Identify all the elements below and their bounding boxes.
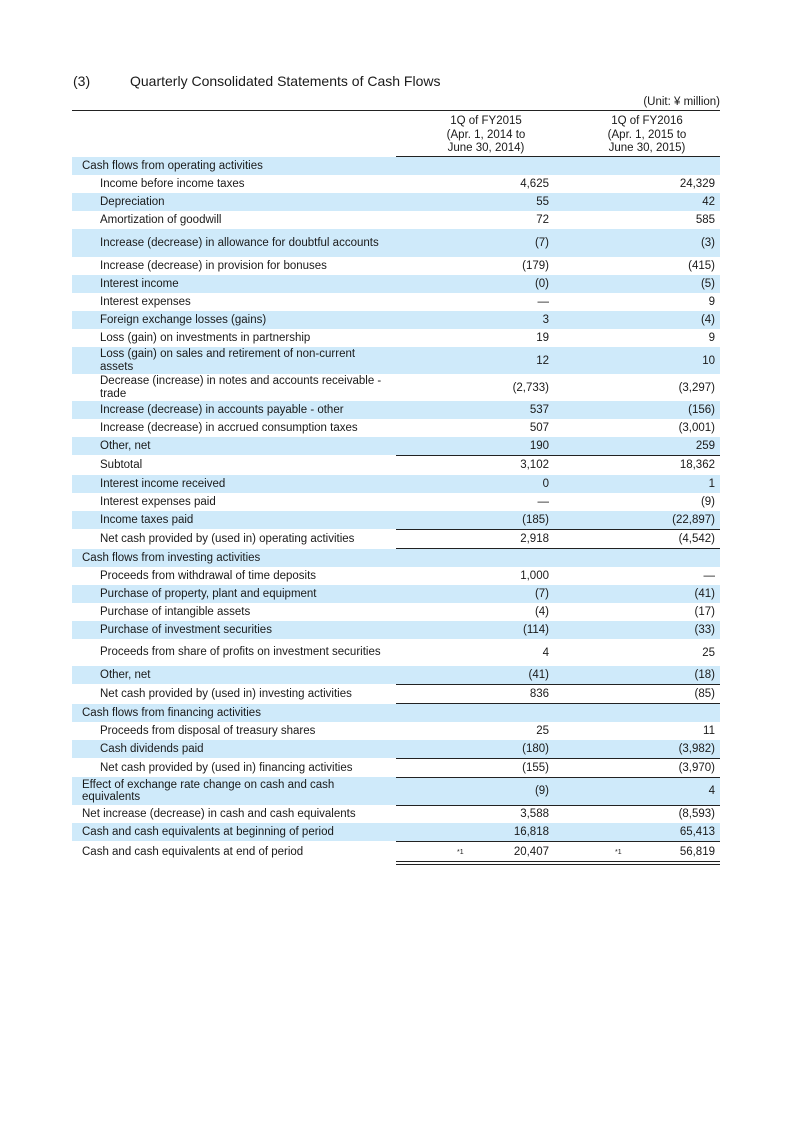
value-fy2015 <box>429 704 549 722</box>
value-fy2015: (41) <box>528 669 549 681</box>
value-fy2015: 507 <box>529 422 549 434</box>
value-fy2016: (33) <box>694 624 715 636</box>
value-fy2015: (7) <box>534 237 549 249</box>
row-label: Foreign exchange losses (gains) <box>100 313 267 326</box>
value-fy2015: 190 <box>529 440 549 452</box>
row-label: Increase (decrease) in accounts payable - other <box>100 403 344 416</box>
value-fy2016: (22,897) <box>672 514 715 526</box>
value-fy2015: (185) <box>522 514 549 526</box>
row-label: Cash and cash equivalents at end of period <box>82 845 304 858</box>
value-fy2016: (4) <box>700 314 715 326</box>
value-fy2015: (2,733) <box>512 381 549 394</box>
subtotal-rule <box>396 777 720 778</box>
value-fy2015: (114) <box>523 624 549 636</box>
value-fy2016: 65,413 <box>679 826 715 838</box>
value-fy2015: 0 <box>542 478 549 490</box>
column-period: 1Q of FY2016 <box>611 115 683 127</box>
value-fy2016: 42 <box>702 196 715 208</box>
value-fy2016: 9 <box>708 332 715 344</box>
table-row <box>72 419 720 437</box>
row-label: Subtotal <box>100 458 143 471</box>
column-range-start: (Apr. 1, 2014 to <box>446 128 526 141</box>
value-fy2015: (155) <box>522 762 549 774</box>
value-fy2015: 2,918 <box>520 533 549 545</box>
table-row <box>72 685 720 703</box>
column-range-end: June 30, 2015) <box>608 142 686 154</box>
value-fy2016: (415) <box>688 260 715 272</box>
unit-label: (Unit: ¥ million) <box>643 96 720 108</box>
table-row <box>72 211 720 229</box>
value-fy2016 <box>595 157 715 175</box>
row-label: Proceeds from withdrawal of time deposits <box>100 569 317 582</box>
value-fy2016: 9 <box>708 296 715 308</box>
subtotal-rule <box>396 684 720 685</box>
table-row <box>72 704 720 722</box>
value-fy2016: 4 <box>708 785 715 797</box>
section-heading <box>73 73 440 89</box>
row-label: Proceeds from share of profits on investment securities <box>100 646 381 659</box>
top-rule <box>72 110 720 111</box>
value-fy2016: (8,593) <box>678 808 715 820</box>
table-row <box>72 175 720 193</box>
row-label: Proceeds from disposal of treasury shares <box>100 724 316 737</box>
subtotal-rule <box>396 864 720 865</box>
row-label: Purchase of investment securities <box>100 623 272 636</box>
table-row <box>72 759 720 777</box>
value-fy2016: 1 <box>708 478 715 490</box>
table-row <box>72 805 720 823</box>
value-fy2015: (0) <box>534 278 549 290</box>
row-label: Effect of exchange rate change on cash and cash equivalents <box>82 778 335 803</box>
value-fy2015: 55 <box>536 196 549 208</box>
table-row <box>72 722 720 740</box>
table-row <box>72 567 720 585</box>
table-row <box>72 456 720 474</box>
value-fy2015: 72 <box>536 214 549 226</box>
row-label: Net cash provided by (used in) investing activities <box>100 687 352 700</box>
row-label: Loss (gain) on sales and retirement of non-current assets <box>100 348 356 373</box>
value-fy2015: 4 <box>542 646 549 659</box>
value-fy2015 <box>429 549 549 567</box>
table-row <box>72 740 720 758</box>
row-label: Cash flows from operating activities <box>82 159 263 172</box>
subtotal-rule <box>396 805 720 806</box>
value-fy2016: (3,982) <box>678 743 715 755</box>
section-number: (3) <box>73 73 91 89</box>
table-row <box>72 229 720 257</box>
value-fy2015: 836 <box>529 688 549 700</box>
row-label: Cash flows from financing activities <box>82 706 261 719</box>
row-label: Depreciation <box>100 195 165 208</box>
table-row <box>72 275 720 293</box>
value-fy2016: (9) <box>700 496 715 508</box>
value-fy2016: 585 <box>695 214 715 226</box>
row-label: Amortization of goodwill <box>100 213 222 226</box>
value-fy2015: 4,625 <box>520 178 549 190</box>
row-label: Income before income taxes <box>100 177 245 190</box>
value-fy2015: 3,588 <box>520 808 549 820</box>
row-label: Interest expenses <box>100 295 191 308</box>
table-row <box>72 666 720 684</box>
table-row <box>72 374 720 401</box>
value-fy2016: 10 <box>702 354 715 367</box>
table-row <box>72 823 720 841</box>
row-label: Purchase of intangible assets <box>100 605 251 618</box>
value-fy2016: ― <box>703 570 715 582</box>
column-period: 1Q of FY2015 <box>450 115 522 127</box>
row-label: Interest income <box>100 277 179 290</box>
row-label: Income taxes paid <box>100 513 194 526</box>
table-row <box>72 329 720 347</box>
value-fy2015: ― <box>537 296 549 308</box>
table-row <box>72 157 720 175</box>
value-fy2016: (3,297) <box>678 381 715 394</box>
row-label: Interest expenses paid <box>100 495 216 508</box>
row-label: Purchase of property, plant and equipment <box>100 587 317 600</box>
value-fy2016: 18,362 <box>679 459 715 471</box>
section-title: Quarterly Consolidated Statements of Cash Flows <box>130 73 441 89</box>
subtotal-rule <box>396 861 720 862</box>
value-fy2016: (17) <box>694 606 715 618</box>
table-row <box>72 777 720 805</box>
value-fy2016: 259 <box>695 440 715 452</box>
table-row <box>72 293 720 311</box>
table-row <box>72 193 720 211</box>
value-fy2016 <box>595 704 715 722</box>
subtotal-rule <box>396 758 720 759</box>
table-row <box>72 511 720 529</box>
table-row <box>72 549 720 567</box>
value-fy2016: (4,542) <box>678 533 715 545</box>
value-fy2015: 25 <box>536 725 549 737</box>
table-row <box>72 603 720 621</box>
row-label: Net increase (decrease) in cash and cash equivalents <box>82 807 356 820</box>
value-fy2015: (7) <box>534 588 549 600</box>
table-row <box>72 843 720 861</box>
value-fy2016: (18) <box>694 669 715 681</box>
table-row <box>72 530 720 548</box>
value-fy2016: (5) <box>700 278 715 290</box>
value-fy2015: (180) <box>522 743 549 755</box>
value-fy2015: (4) <box>534 606 549 618</box>
table-row <box>72 257 720 275</box>
value-fy2015: 16,818 <box>513 826 549 838</box>
value-fy2016: (3,001) <box>678 422 715 434</box>
row-label: Cash dividends paid <box>100 742 204 755</box>
subtotal-rule <box>396 703 720 704</box>
column-range-end: June 30, 2014) <box>447 142 525 154</box>
row-label: Cash flows from investing activities <box>82 551 261 564</box>
table-row <box>72 347 720 374</box>
value-fy2015: 537 <box>529 404 549 416</box>
value-fy2015: 3 <box>542 314 549 326</box>
row-label: Interest income received <box>100 477 226 490</box>
value-fy2015: ― <box>537 496 549 508</box>
value-fy2016: 24,329 <box>679 178 715 190</box>
value-fy2015: 20,407 <box>513 846 549 858</box>
value-fy2015: 3,102 <box>520 459 549 471</box>
row-label: Decrease (increase) in notes and accounts receivable - trade <box>100 375 382 400</box>
value-fy2016: (3) <box>700 237 715 249</box>
row-label: Increase (decrease) in allowance for doubtful accounts <box>100 236 379 249</box>
value-fy2016: (156) <box>688 404 715 416</box>
value-fy2015: 19 <box>536 332 549 344</box>
row-label: Increase (decrease) in accrued consumption taxes <box>100 421 358 434</box>
table-row <box>72 401 720 419</box>
value-fy2016: (85) <box>694 688 715 700</box>
value-fy2016: 25 <box>702 646 715 659</box>
subtotal-rule <box>396 455 720 456</box>
table-row <box>72 311 720 329</box>
subtotal-rule <box>396 548 720 549</box>
column-range-start: (Apr. 1, 2015 to <box>607 128 687 141</box>
subtotal-rule <box>396 529 720 530</box>
row-label: Other, net <box>100 668 151 681</box>
row-label: Net cash provided by (used in) financing activities <box>100 761 353 774</box>
column-header-fy2016 <box>567 115 727 156</box>
row-label: Loss (gain) on investments in partnership <box>100 331 311 344</box>
value-fy2016: (3,970) <box>678 762 715 774</box>
value-fy2016: (41) <box>694 588 715 600</box>
row-label: Increase (decrease) in provision for bonuses <box>100 259 327 272</box>
value-fy2015 <box>429 157 549 175</box>
value-fy2015: 12 <box>536 354 549 367</box>
value-fy2015: 1,000 <box>520 570 549 582</box>
table-row <box>72 585 720 603</box>
table-row <box>72 437 720 455</box>
value-fy2016: 56,819 <box>679 846 715 858</box>
footnote-marker: *1 <box>457 848 464 856</box>
table-row <box>72 493 720 511</box>
row-label: Other, net <box>100 439 151 452</box>
table-row <box>72 475 720 493</box>
column-header-fy2015 <box>406 115 566 156</box>
row-label: Net cash provided by (used in) operating activities <box>100 532 355 545</box>
value-fy2016 <box>595 549 715 567</box>
table-row <box>72 639 720 666</box>
value-fy2015: (179) <box>522 260 549 272</box>
table-row <box>72 621 720 639</box>
subtotal-rule <box>396 841 720 842</box>
row-label: Cash and cash equivalents at beginning of period <box>82 825 334 838</box>
footnote-marker: *1 <box>615 848 622 856</box>
value-fy2016: 11 <box>703 725 715 737</box>
value-fy2015: (9) <box>534 785 549 797</box>
